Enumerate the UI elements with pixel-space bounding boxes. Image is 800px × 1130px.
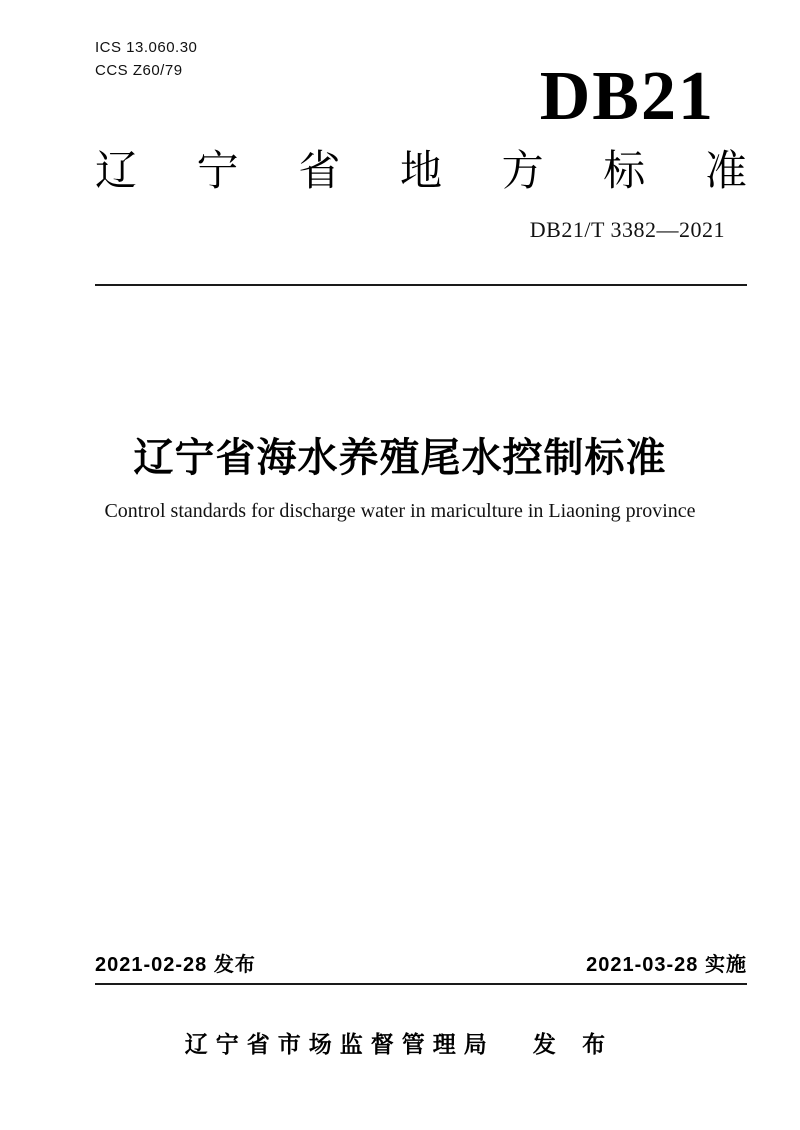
date-row: [95, 948, 747, 985]
publisher-row: [0, 1026, 800, 1059]
masthead-char: 准: [704, 147, 747, 194]
header-divider: [95, 284, 747, 286]
masthead-char: 辽: [95, 147, 138, 194]
publish-label: 发 布: [532, 1031, 616, 1057]
masthead-char: 标: [603, 147, 646, 194]
publisher-name: 辽宁省市场监督管理局: [184, 1031, 495, 1057]
standard-number: DB21/T 3382—2021: [529, 217, 725, 242]
masthead-char: 方: [501, 147, 544, 194]
implement-date: 2021-03-28 实施: [586, 954, 747, 976]
db21-logo: DB21: [539, 58, 715, 135]
classification-codes: [95, 36, 197, 83]
masthead-char: 宁: [196, 147, 239, 194]
masthead-title: [95, 148, 747, 194]
page-title-english: Control standards for discharge water in mariculture in Liaoning province: [104, 500, 696, 522]
ccs-code: CCS Z60/79: [95, 62, 183, 80]
ics-code: ICS 13.060.30: [95, 39, 198, 56]
page-title: 辽宁省海水养殖尾水控制标准: [133, 436, 667, 480]
masthead-char: 省: [298, 147, 341, 194]
masthead-char: 地: [399, 147, 442, 194]
issue-date: 2021-02-28 发布: [95, 954, 256, 976]
